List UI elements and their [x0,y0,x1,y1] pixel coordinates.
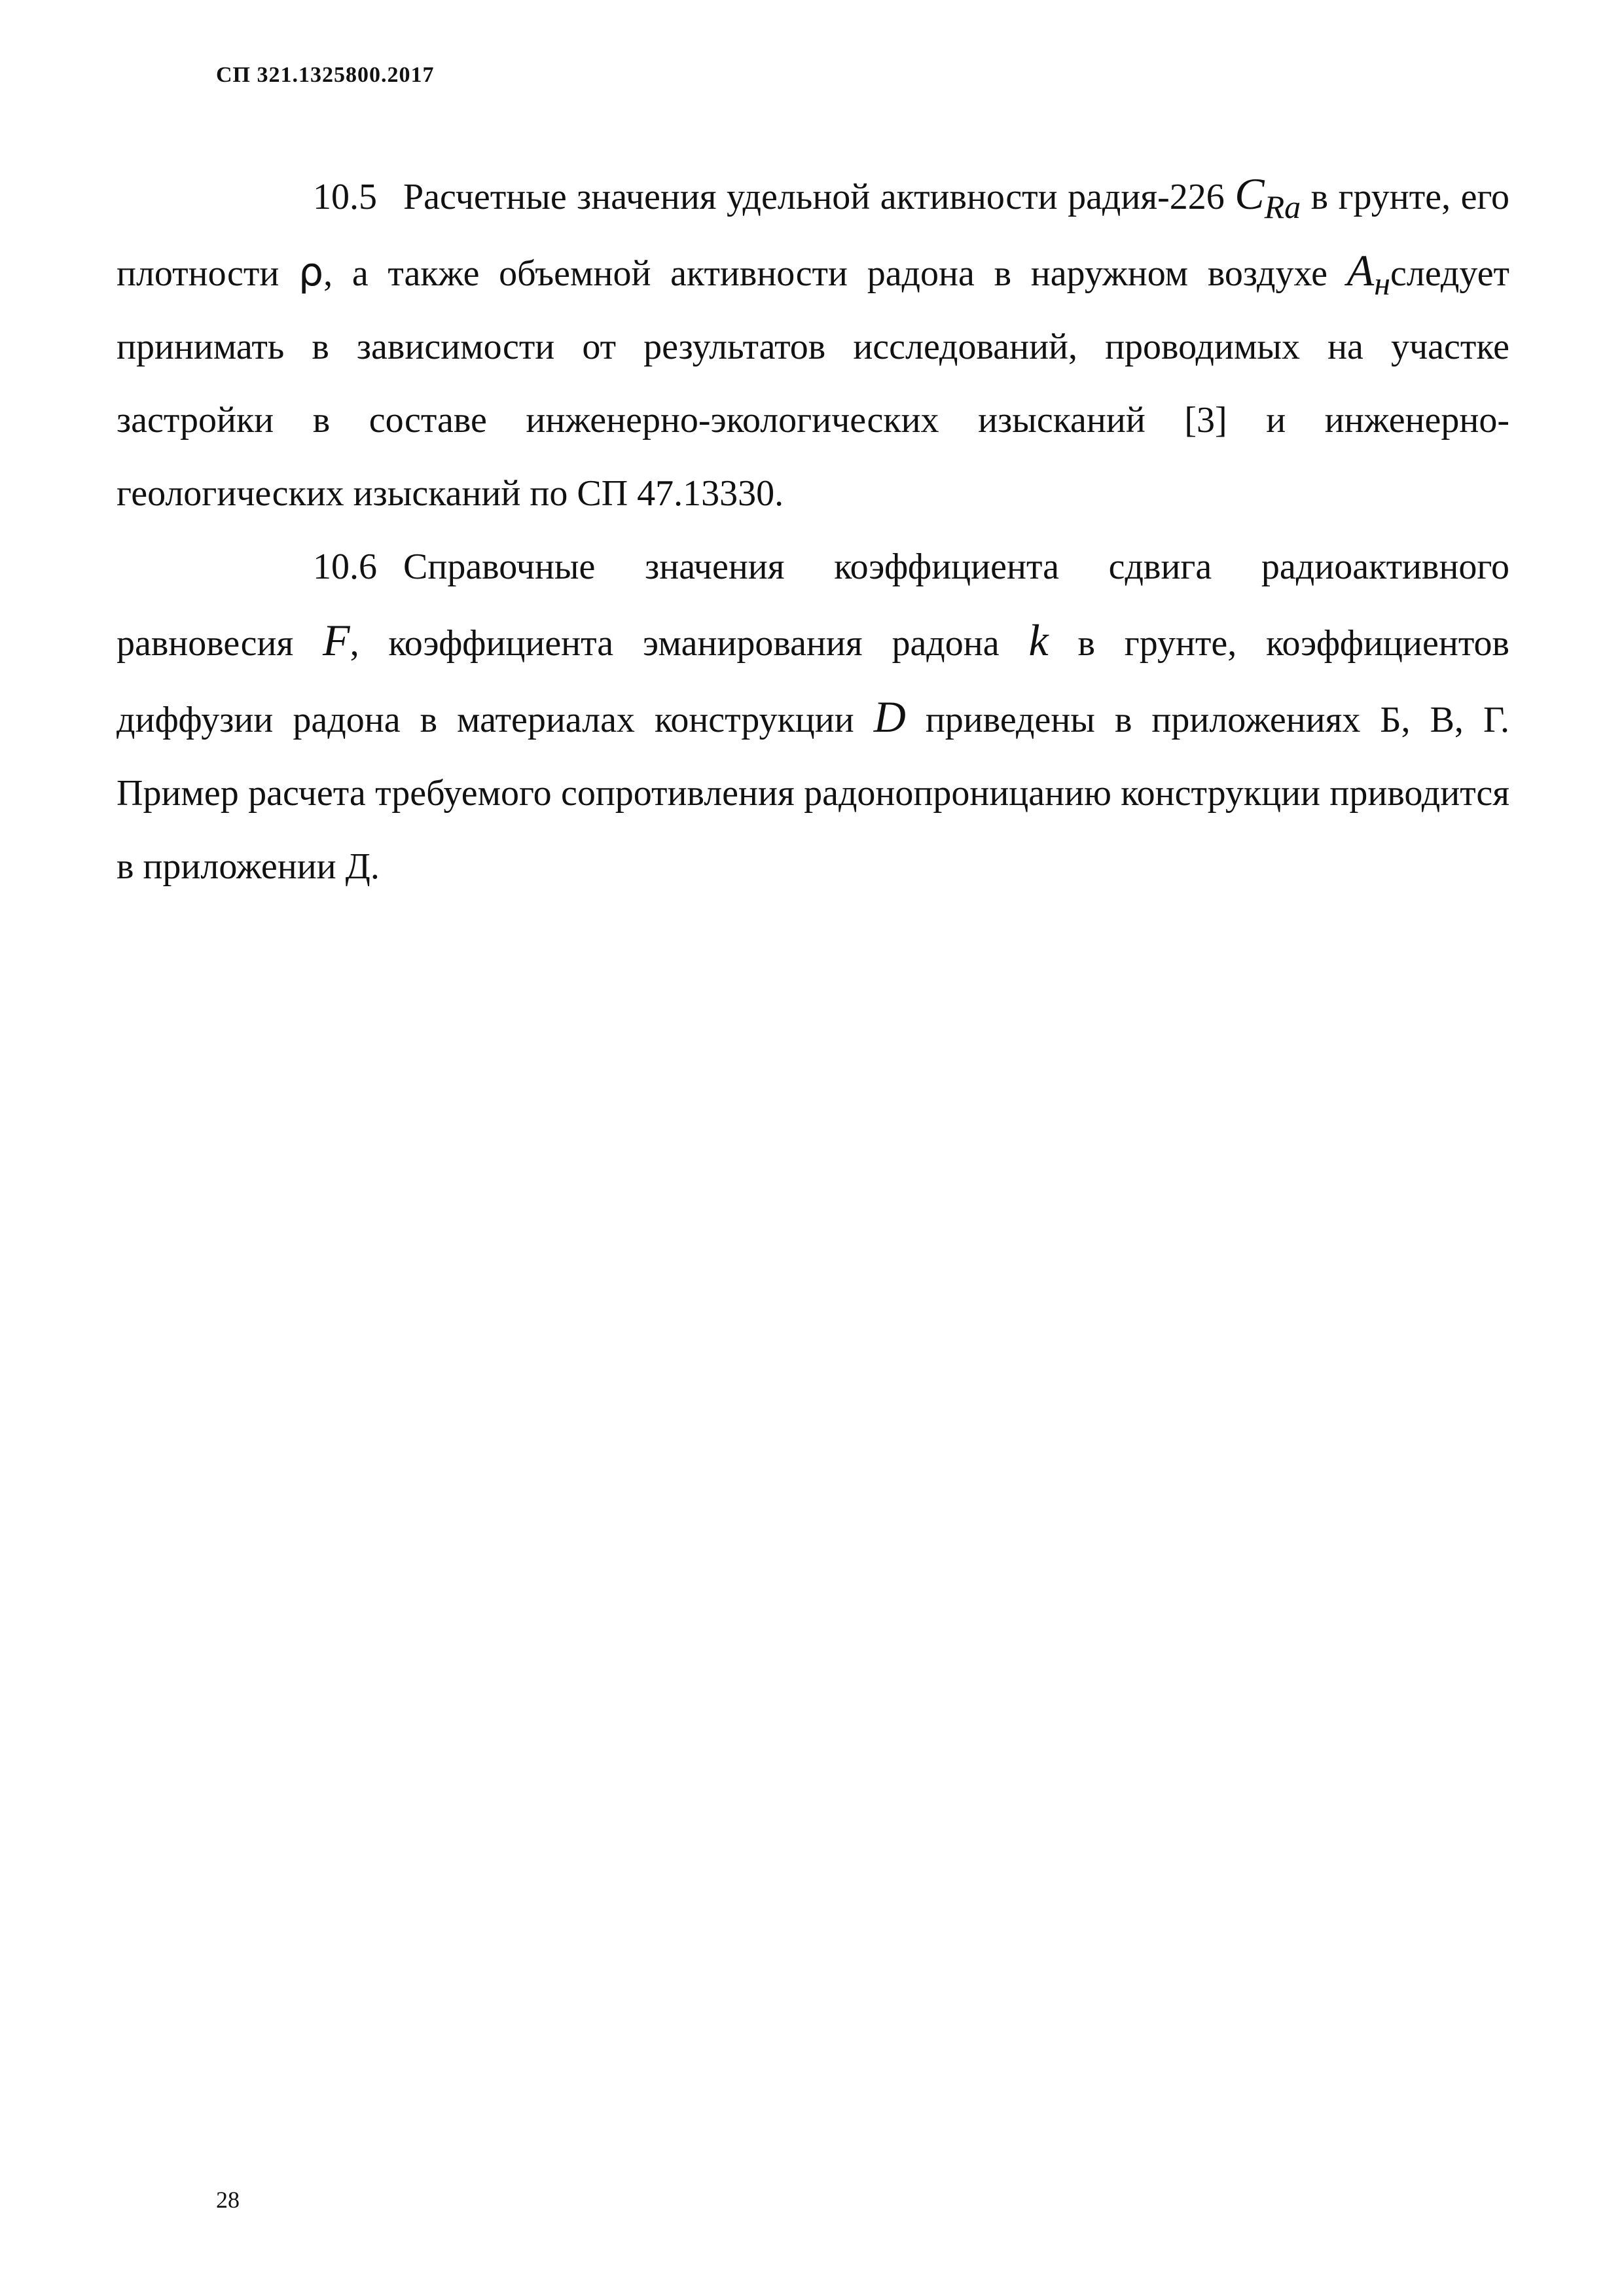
paragraph-10-6 [117,530,1509,903]
paragraph-text: в грунте, его плотности [117,177,1509,294]
symbol-a-n: $A_н$ [1346,245,1391,302]
paragraph-text: Справочные значения коэффициента сдвига радиоактивного равновесия [117,547,1509,664]
page-number: 28 [216,2187,240,2213]
section-number: 10.6 [313,547,377,587]
paragraph-text: , а также объемной активности радона в наружном воздухе [323,253,1347,294]
section-number: 10.5 [313,177,377,217]
paragraph-text: приведены в приложениях Б, В, Г. Пример расчета требуемого сопротивления радонопроницанию конструкции приводится в приложении Д. [117,700,1509,887]
paragraph-10-5 [117,157,1509,530]
document-code-header: СП 321.1325800.2017 [216,63,435,87]
symbol-f: F [323,615,350,665]
paragraph-text: в грунте, коэффициентов диффузии радона в материалах конструкции [117,623,1509,740]
symbol-d: D [873,692,906,742]
symbol-k: k [1028,615,1049,665]
paragraph-text: , коэффициента эманирования радона [350,623,1029,664]
symbol-c-ra: $C_{Ra}$ [1235,169,1301,225]
paragraph-text: Расчетные значения удельной активности радия-226 [403,177,1235,217]
document-body [117,157,1509,903]
paragraph-text: следует принимать в зависимости от результатов исследований, проводимых на участке застройки в составе инженерно-экологических изысканий [3] и инженерно-геологических изысканий по СП 47.13330. [117,253,1510,514]
symbol-rho: ρ [298,249,324,295]
